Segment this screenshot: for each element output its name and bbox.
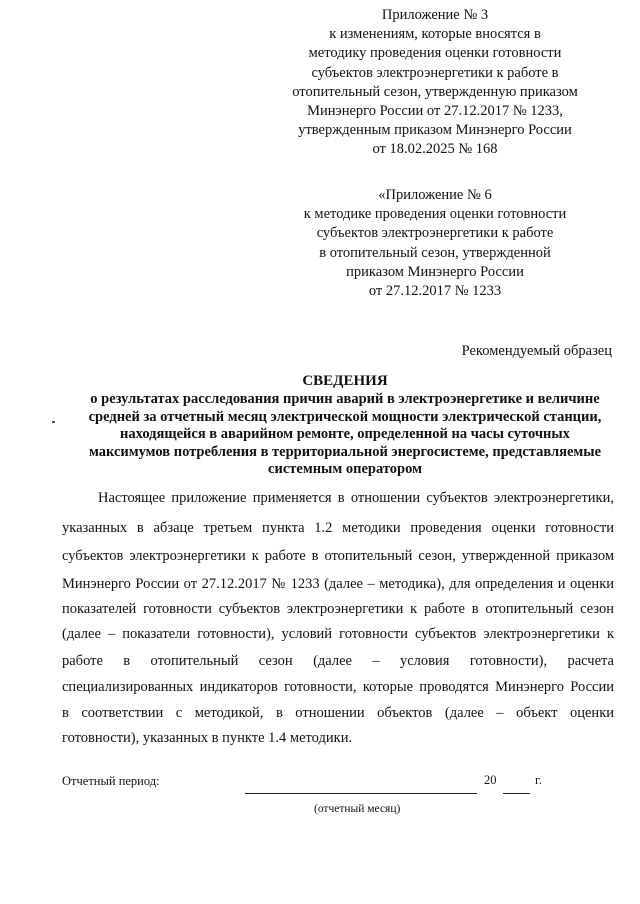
subtitle-line: максимумов потребления в территориальной энергосистеме, представляемые [88,443,602,460]
subtitle-line: системным оператором [268,461,422,478]
body-line: специализированных индикаторов готовности, которые проводятся Минэнерго России [62,679,614,695]
annex-line: к изменениям, которые вносятся в [329,26,541,43]
scan-speck [52,421,55,423]
body-line: работе в отопительный сезон (далее – условия готовности), расчета [62,653,614,669]
annex-amendment-block [270,6,600,160]
body-line: Настоящее приложение применяется в отношении субъектов электроэнергетики, [98,490,614,506]
annex-line: субъектов электроэнергетики к работе в [311,64,559,81]
reporting-period-label: Отчетный период: [62,774,160,788]
annex-line: в отопительный сезон, утвержденной [319,244,551,261]
body-line: (далее – показатели готовности), условий готовности субъектов электроэнергетики к [62,626,614,642]
annex-line: от 27.12.2017 № 1233 [368,283,502,300]
annex-line: к методике проведения оценки готовности [303,206,567,223]
year-suffix: г. [535,773,542,787]
annex-line: от 18.02.2025 № 168 [372,141,498,158]
subtitle-line: средней за отчетный месяц электрической мощности электрической станции, [88,408,602,425]
body-line: в соответствии с методикой, в отношении объектов (далее – объект оценки [62,705,614,721]
annex-line: методику проведения оценки готовности [308,45,562,62]
annex-line: приказом Минэнерго России [346,263,524,280]
body-line: Минэнерго России от 27.12.2017 № 1233 (далее – методика), для определения и оценки [62,576,614,592]
annex-line: отопительный сезон, утвержденную приказом [292,83,578,100]
subtitle-line: находящейся в аварийном ремонте, определенной на часы суточных [120,426,570,443]
recommended-sample-label: Рекомендуемый образец [461,343,612,359]
year-prefix: 20 [484,773,497,787]
annex-line: утвержденным приказом Минэнерго России [298,122,572,139]
annex-line: субъектов электроэнергетики к работе [316,225,554,242]
year-field[interactable] [503,793,530,794]
annex-line: Приложение № 3 [381,7,489,23]
annex-line: «Приложение № 6 [378,187,492,203]
document-title [60,373,630,391]
body-line: субъектов электроэнергетики к работе в отопительный сезон, утвержденной приказом [62,548,614,564]
document-subtitle [60,391,630,479]
annex-line: Минэнерго России от 27.12.2017 № 1233, [307,103,563,120]
annex-method-block [270,186,600,301]
subtitle-line: о результатах расследования причин аварий в электроэнергетике и величине [90,391,600,407]
body-line: указанных в абзаце третьем пункта 1.2 методики проведения оценки готовности [62,520,614,536]
reporting-month-caption: (отчетный месяц) [314,803,401,815]
body-line: показателей готовности субъектов электроэнергетики к работе в отопительный сезон [62,601,614,617]
body-line: готовности), указанных в пункте 1.4 методики. [62,730,353,746]
title-heading: СВЕДЕНИЯ [302,373,388,389]
reporting-month-field[interactable] [245,793,477,794]
